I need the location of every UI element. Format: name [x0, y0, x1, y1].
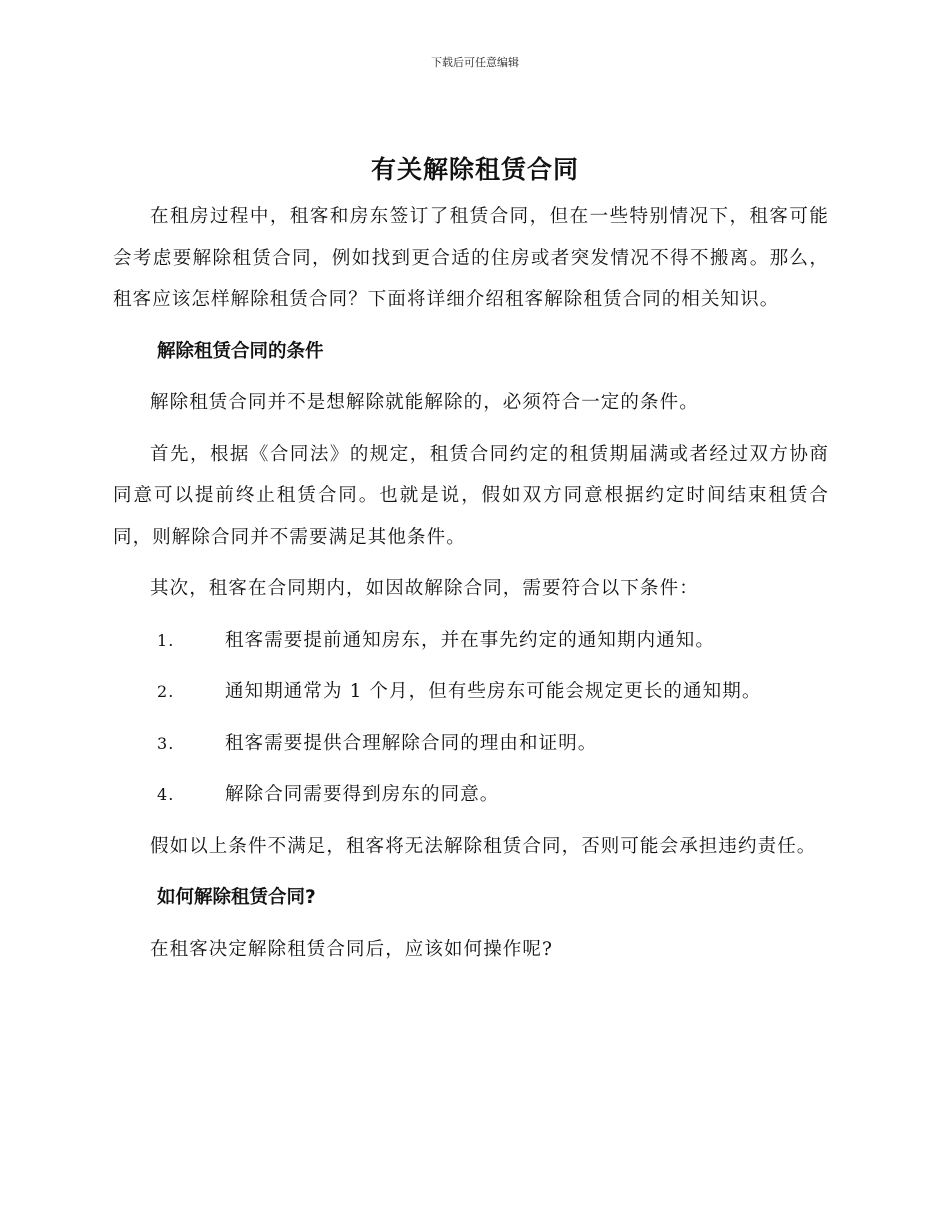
paragraph: 首先，根据《合同法》的规定，租赁合同约定的租赁期届满或者经过双方协商同意可以提前终止租赁合同。也就是说，假如双方同意根据约定时间结束租赁合同，则解除合同并不需要满足其他条件。 [113, 443, 829, 548]
paragraph: 在租客决定解除租赁合同后，应该如何操作呢? [150, 938, 554, 960]
intro-paragraph: 在租房过程中，租客和房东签订了租赁合同，但在一些特别情况下，租客可能会考虑要解除租赁合同，例如找到更合适的住房或者突发情况不得不搬离。那么，租客应该怎样解除租赁合同？下面将详细介绍租客解除租赁合同的相关知识。 [113, 206, 829, 310]
list-number: 2. [157, 682, 175, 701]
list-text: 租客需要提前通知房东，并在事先约定的通知期内通知。 [225, 629, 716, 651]
paragraph: 假如以上条件不满足，租客将无法解除租赁合同，否则可能会承担违约责任。 [150, 835, 817, 857]
list-text: 通知期通常为 1 个月，但有些房东可能会规定更长的通知期。 [225, 681, 762, 702]
header-note: 下载后可任意编辑 [431, 56, 519, 69]
paragraph: 解除租赁合同并不是想解除就能解除的，必须符合一定的条件。 [150, 392, 699, 413]
list-number: 4. [157, 785, 175, 804]
section-heading-how-to: 如何解除租赁合同? [157, 887, 316, 908]
document-title: 有关解除租赁合同 [370, 155, 579, 184]
list-item [113, 671, 829, 713]
section-heading-conditions: 解除租赁合同的条件 [157, 340, 324, 362]
paragraph: 其次，租客在合同期内，如因故解除合同，需要符合以下条件： [150, 578, 699, 599]
list-text: 解除合同需要得到房东的同意。 [225, 784, 500, 805]
document-body [113, 196, 829, 980]
list-number: 3. [157, 733, 175, 753]
list-text: 租客需要提供合理解除合同的理由和证明。 [225, 732, 598, 754]
list-item [113, 723, 829, 765]
list-item [113, 774, 829, 816]
list-number: 1. [157, 630, 175, 650]
list-item [113, 620, 829, 662]
